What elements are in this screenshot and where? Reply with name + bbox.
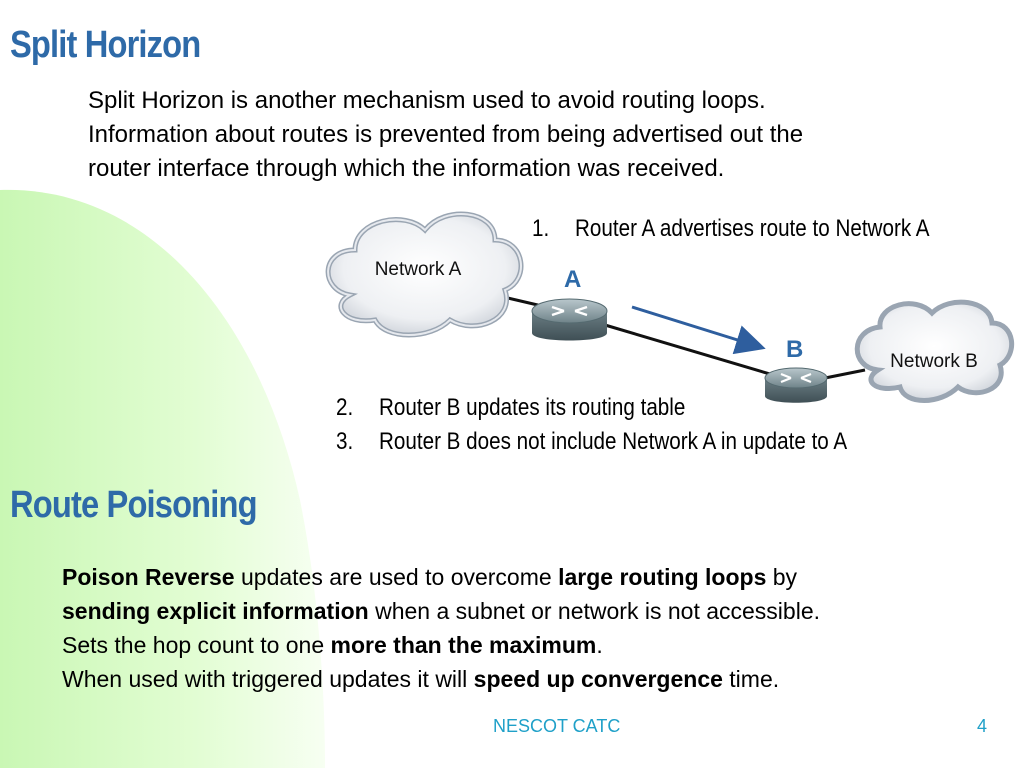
text: When used with triggered updates it will [62, 666, 474, 692]
page-number: 4 [977, 716, 988, 736]
emphasis: more than the maximum [330, 632, 597, 658]
intro-paragraph [88, 84, 803, 186]
link-router-a-router-b [605, 325, 780, 377]
text: by [766, 564, 798, 590]
poison-paragraph [62, 560, 820, 696]
intro-line: router interface through which the information was received. [88, 155, 725, 182]
step-text: Router B does not include Network A in update to A [379, 428, 848, 455]
poison-line-4 [62, 662, 820, 696]
router-a-label: A [564, 266, 582, 293]
section-title-route-poisoning: Route Poisoning [10, 484, 257, 526]
text: time. [722, 666, 780, 692]
emphasis: sending explicit information [62, 598, 369, 624]
router-b-label: B [786, 336, 804, 363]
step-text: Router B updates its routing table [379, 394, 686, 421]
step-2 [336, 391, 685, 425]
poison-line-3 [62, 628, 820, 662]
network-b-cloud [857, 302, 1011, 400]
text: . [596, 632, 603, 658]
slide-title: Split Horizon [10, 24, 201, 66]
step-number: 2. [336, 394, 354, 421]
advertise-arrow [632, 307, 760, 347]
text: Sets the hop count to one [62, 632, 331, 658]
step-1 [532, 212, 930, 246]
text: when a subnet or network is not accessible. [368, 598, 820, 624]
poison-line-2 [62, 594, 820, 628]
emphasis: large routing loops [558, 564, 767, 590]
intro-line: Information about routes is prevented from being advertised out the [88, 121, 804, 148]
footer-center: NESCOT CATC [493, 716, 621, 736]
poison-line-1 [62, 560, 820, 594]
intro-line: Split Horizon is another mechanism used to avoid routing loops. [88, 87, 766, 114]
step-number: 1. [532, 215, 550, 242]
network-a-cloud [328, 214, 521, 335]
step-3 [336, 425, 847, 459]
emphasis: Poison Reverse [62, 564, 235, 590]
step-text: Router A advertises route to Network A [575, 215, 930, 242]
router-b-icon [765, 368, 827, 403]
text: updates are used to overcome [234, 564, 559, 590]
router-a-icon [532, 299, 607, 341]
network-a-label: Network A [374, 259, 462, 280]
network-b-label: Network B [890, 351, 978, 372]
step-number: 3. [336, 428, 354, 455]
emphasis: speed up convergence [473, 666, 723, 692]
